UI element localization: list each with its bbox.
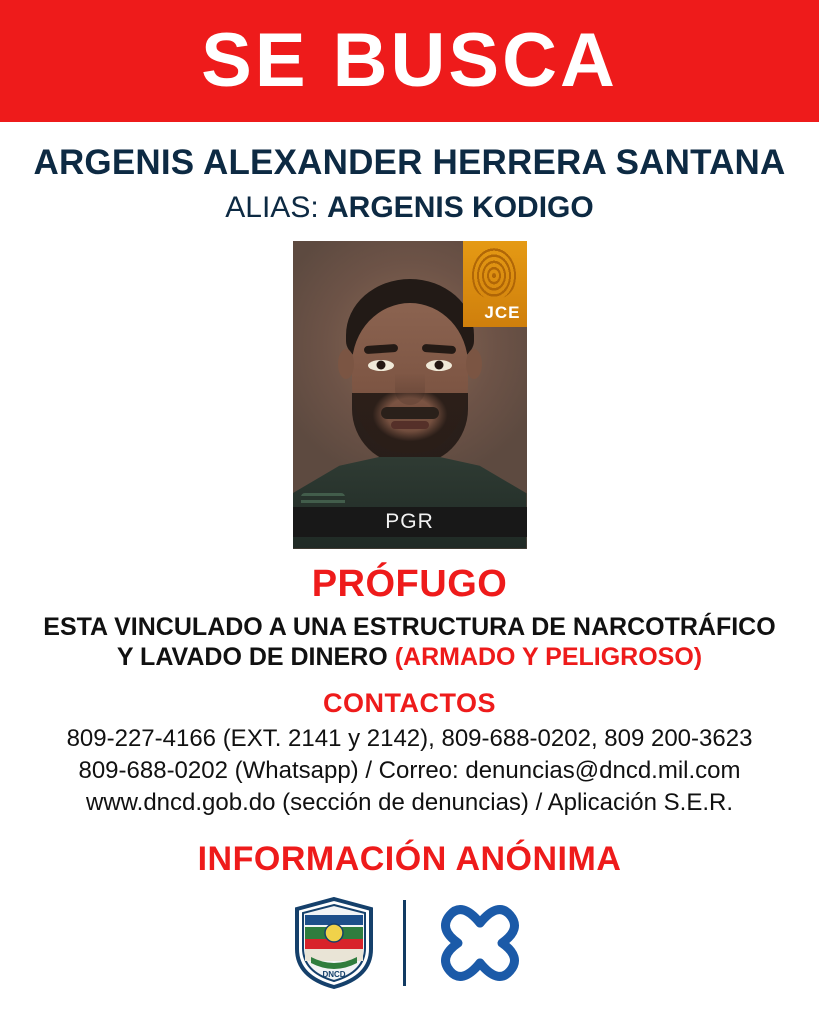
mouth-shape bbox=[391, 421, 429, 429]
fingerprint-icon bbox=[471, 247, 517, 299]
contact-line[interactable]: 809-227-4166 (EXT. 2141 y 2142), 809-688-0202, 809 200-3623 bbox=[66, 724, 753, 752]
contacts-title: CONTACTOS bbox=[323, 687, 496, 718]
pgr-watermark-text: PGR bbox=[385, 509, 434, 533]
pgr-watermark-bar bbox=[293, 507, 527, 537]
jce-badge bbox=[463, 241, 527, 327]
right-eyebrow-shape bbox=[421, 343, 455, 353]
mustache-shape bbox=[381, 407, 439, 419]
svg-text:DNCD: DNCD bbox=[322, 969, 346, 979]
footer-logos bbox=[291, 897, 528, 989]
anonymous-notice: INFORMACIÓN ANÓNIMA bbox=[197, 839, 622, 878]
contact-line[interactable]: 809-688-0202 (Whatsapp) / Correo: denuncias@dncd.mil.com bbox=[78, 756, 741, 784]
alias-label: ALIAS: bbox=[225, 190, 319, 224]
left-eye-shape bbox=[368, 360, 394, 371]
subject-alias bbox=[0, 191, 819, 224]
dncd-seal-icon bbox=[291, 897, 377, 989]
charges-line-1: ESTA VINCULADO A UNA ESTRUCTURA DE NARCOTRÁFICO bbox=[43, 612, 776, 641]
charges-warning: (ARMADO Y PELIGROSO) bbox=[394, 642, 703, 671]
charges-line-2 bbox=[30, 642, 790, 672]
banner bbox=[0, 0, 819, 122]
right-ear-shape bbox=[466, 349, 482, 379]
left-eyebrow-shape bbox=[363, 343, 397, 353]
subject-photo bbox=[293, 241, 527, 549]
charges-line-2-prefix: Y LAVADO DE DINERO bbox=[116, 642, 395, 671]
ser-knot-icon bbox=[432, 897, 528, 989]
charges-text bbox=[30, 612, 790, 672]
name-block bbox=[0, 144, 819, 224]
left-ear-shape bbox=[338, 349, 354, 379]
status-badge: PRÓFUGO bbox=[311, 562, 508, 605]
contacts-list bbox=[20, 723, 800, 820]
right-eye-shape bbox=[426, 360, 452, 371]
logo-divider bbox=[403, 900, 406, 986]
subject-full-name: ARGENIS ALEXANDER HERRERA SANTANA bbox=[33, 143, 786, 182]
jce-label: JCE bbox=[484, 302, 521, 322]
contact-line[interactable]: www.dncd.gob.do (sección de denuncias) / Aplicación S.E.R. bbox=[85, 789, 734, 817]
alias-value: ARGENIS KODIGO bbox=[327, 190, 594, 224]
right-pupil bbox=[434, 361, 443, 370]
banner-title: SE BUSCA bbox=[201, 18, 618, 103]
left-pupil bbox=[376, 361, 385, 370]
